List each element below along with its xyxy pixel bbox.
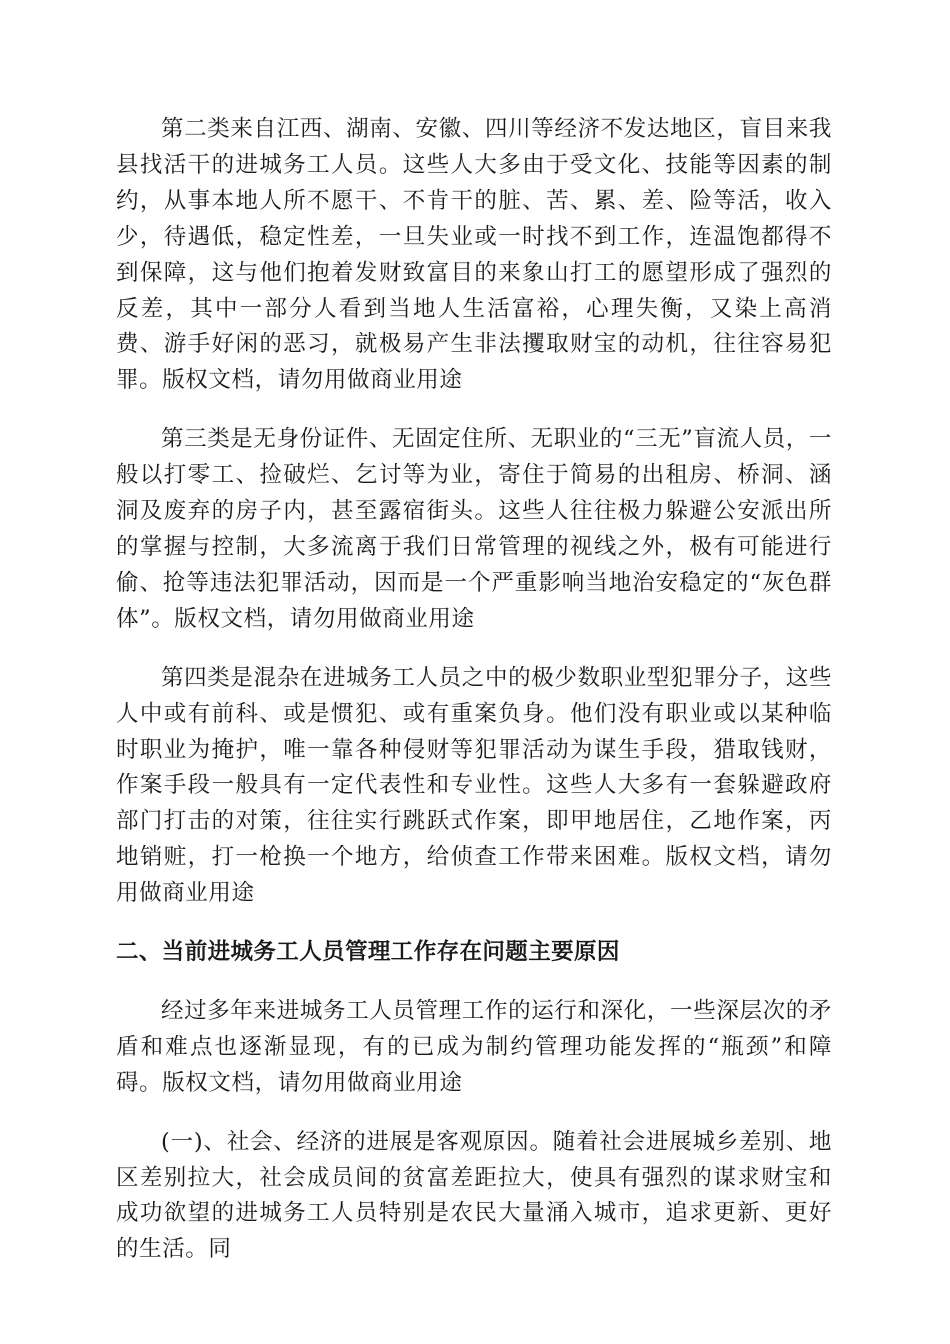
document-body — [116, 112, 832, 1268]
paragraph-section-intro: 经过多年来进城务工人员管理工作的运行和深化，一些深层次的矛盾和难点也逐渐显现，有的已成为制约管理功能发挥的“瓶颈”和障碍。版权文档，请勿用做商业用途 — [116, 997, 832, 1096]
paragraph-category-two: 第二类来自江西、湖南、安徽、四川等经济不发达地区，盲目来我县找活干的进城务工人员。这些人大多由于受文化、技能等因素的制约，从事本地人所不愿干、不肯干的脏、苦、累、差、险等活，收入少，待遇低，稳定性差，一旦失业或一时找不到工作，连温饱都得不到保障，这与他们抱着发财致富目的来象山打工的愿望形成了强烈的反差，其中一部分人看到当地人生活富裕，心理失衡，又染上高消费、游手好闲的恶习，就极易产生非法攫取财宝的动机，往往容易犯罪。版权文档，请勿用做商业用途 — [116, 116, 832, 394]
section-heading: 二、当前进城务工人员管理工作存在问题主要原因 — [116, 939, 620, 966]
paragraph-category-three: 第三类是无身份证件、无固定住所、无职业的“三无”盲流人员，一般以打零工、捡破烂、乞讨等为业，寄住于简易的出租房、桥洞、涵洞及废弃的房子内，甚至露宿街头。这些人往往极力躲避公安派出所的掌握与控制，大多流离于我们日常管理的视线之外，极有可能进行偷、抢等违法犯罪活动，因而是一个严重影响当地治安稳定的“灰色群体”。版权文档，请勿用做商业用途 — [116, 426, 833, 632]
paragraph-reason-one: (一)、社会、经济的进展是客观原因。随着社会进展城乡差别、地区差别拉大，社会成员间的贫富差距拉大，使具有强烈的谋求财宝和成功欲望的进城务工人员特别是农民大量涌入城市，追求更新、更好的生活。同 — [116, 1128, 832, 1263]
paragraph-category-four: 第四类是混杂在进城务工人员之中的极少数职业型犯罪分子，这些人中或有前科、或是惯犯、或有重案负身。他们没有职业或以某种临时职业为掩护，唯一靠各种侵财等犯罪活动为谋生手段，猎取钱财，作案手段一般具有一定代表性和专业性。这些人大多有一套躲避政府部门打击的对策，往往实行跳跃式作案，即甲地居住，乙地作案，丙地销赃，打一枪换一个地方，给侦查工作带来困难。版权文档，请勿用做商业用途 — [116, 664, 832, 907]
